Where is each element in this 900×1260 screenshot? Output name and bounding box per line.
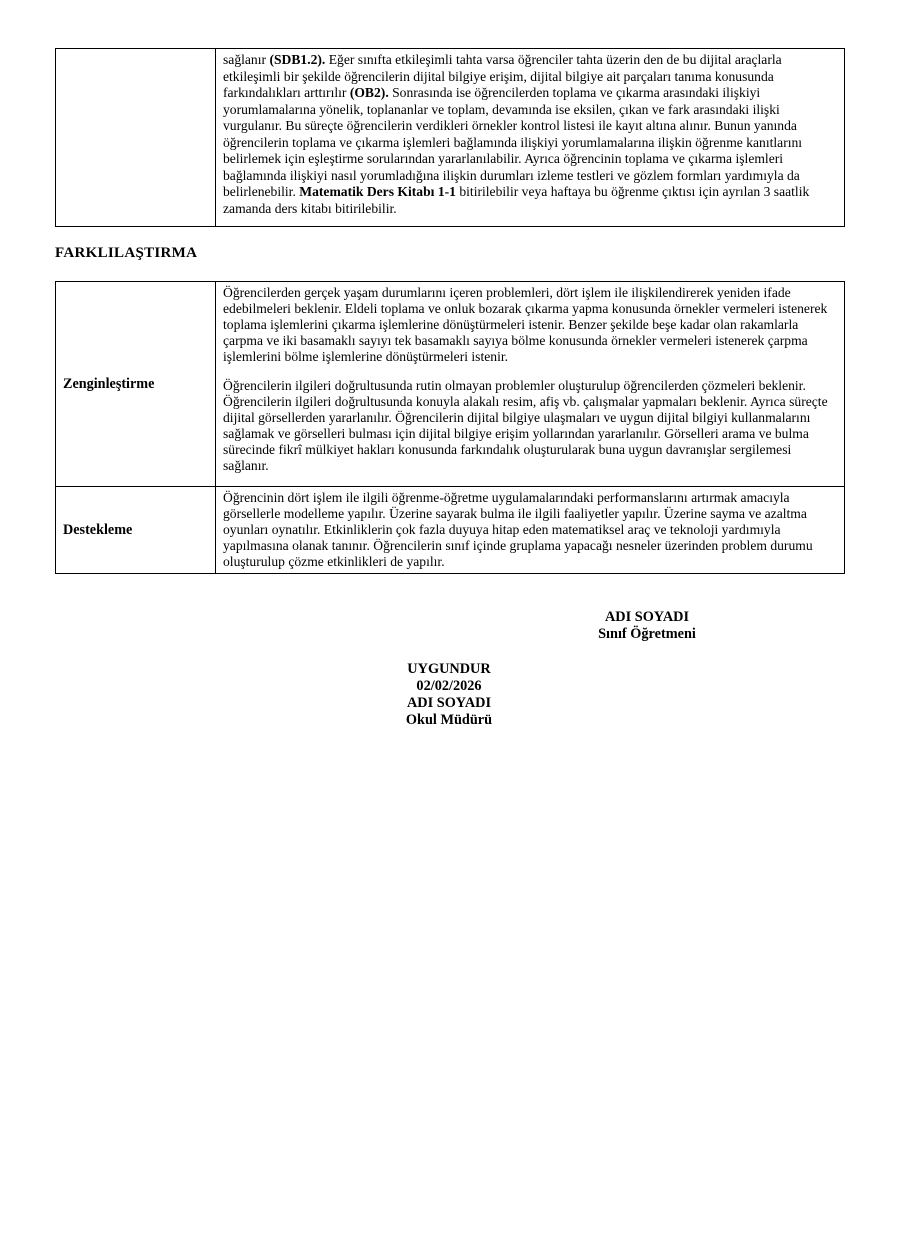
approval-status: UYGUNDUR	[407, 661, 491, 677]
approval-signature-block	[339, 661, 559, 729]
table-row-destekleme	[56, 487, 845, 574]
table-row-zenginlestirme	[56, 282, 845, 487]
continuation-content-cell: sağlanır (SDB1.2). Eğer sınıfta etkileşimli tahta varsa öğrenciler tahta üzerin den de bu dijital araçlarla etkileşimli bir şekilde öğrencilerin dijital bilgiye erişim, dijital bilgiye ait parçaları tanıma konusunda farkındalıkları arttırılır (OB2). Sonrasında ise öğrencilerden toplama ve çıkarma arasındaki ilişkiyi yorumlamalarına yönelik, toplananlar ve toplam, devamında ise eksilen, çıkan ve fark arasındaki ilişki vurgulanır. Bu süreçte öğrencilerin verdikleri örnekler kontrol listesi ile kayıt altına alınır. Bunun yanında öğrencilerin toplama ve çıkarma işlemleri bağlamında ilişkiyi yorumlamalarına ilişkin öğrenme kanıtlarını belirlemek için eşleştirme sorularından yararlanılabilir. Ayrıca öğrencinin toplama ve çıkarma işlemleri bağlamında ilişkiyi nasıl yorumladığına ilişkin durumları izleme testleri ve gözlem formları yardımıyla da belirlenebilir. Matematik Ders Kitabı 1-1 bitirilebilir veya haftaya bu öğrenme çıktısı için ayrılan 3 saatlik zamanda ders kitabı bitirilebilir.	[216, 49, 845, 227]
continuation-empty-cell	[56, 49, 216, 227]
approval-date: 02/02/2026	[416, 678, 482, 694]
teacher-signature-block	[537, 609, 757, 643]
approval-name: ADI SOYADI	[406, 695, 492, 711]
row-content-destekleme: Öğrencinin dört işlem ile ilgili öğrenme-öğretme uygulamalarındaki performanslarını artırmak amacıyla görsellerle modelleme yapılır. Üzerine sayarak bulma ile ilgili faaliyetler yapılır. Üzerine sayma ve azaltma oyunları oynatılır. Etkinliklerin çok fazla duyuya hitap eden matematiksel araç ve teknoloji yardımıyla yapılmasına olanak tanınır. Öğrencilerin sınıf içinde gruplama yapacağı nesneler üzerinden problem durumu oluşturulup çözme etkinlikleri de yapılır.	[216, 487, 845, 574]
row-content-zenginlestirme: Öğrencilerden gerçek yaşam durumlarını içeren problemleri, dört işlem ile ilişkilendirerek yeniden ifade edebilmeleri beklenir. Eldeli toplama ve onluk bozarak çıkarma yapma konusunda örnekler vermeleri istenerek toplama işlemlerini çıkarma işlemlerine dönüştürmeleri istenir. Benzer şekilde beşe kadar olan rakamlarla çarpma ve iki basamaklı sayıyı tek basamaklı sayıya bölme konusunda örnekler vermeleri istenerek çarpma işlemlerini bölme işlemlerine dönüştürmeleri istenir. Öğrencilerin ilgileri doğrultusunda rutin olmayan problemler oluşturulup öğrencilerden çözmeleri beklenir. Öğrencilerin ilgileri doğrultusunda konuyla alakalı resim, afiş vb. çalışmalar yapmaları beklenir. Ayrıca süreçte dijital görsellerden yararlanılır. Öğrencilerin dijital bilgiye ulaşmaları ve uygun dijital bilgiyi kullanmalarını sağlamak ve görselleri bulması için dijital bilgiye erişim yollarından yararlanılır. Görselleri arama ve bulma sürecinde fikrî mülkiyet hakları konusunda farkındalık oluşturularak buna uygun davranışlar sergilemesi sağlanır.	[216, 282, 845, 487]
row-label-destekleme: Destekleme	[56, 487, 216, 574]
row-label-zenginlestirme: Zenginleştirme	[56, 282, 216, 487]
section-heading-farklilastirma: FARKLILAŞTIRMA	[55, 245, 198, 261]
approval-role: Okul Müdürü	[405, 712, 493, 728]
continuation-table	[55, 48, 845, 227]
teacher-name: ADI SOYADI	[604, 609, 690, 625]
differentiation-table	[55, 281, 845, 574]
teacher-role: Sınıf Öğretmeni	[598, 626, 696, 642]
table-row	[56, 49, 845, 227]
